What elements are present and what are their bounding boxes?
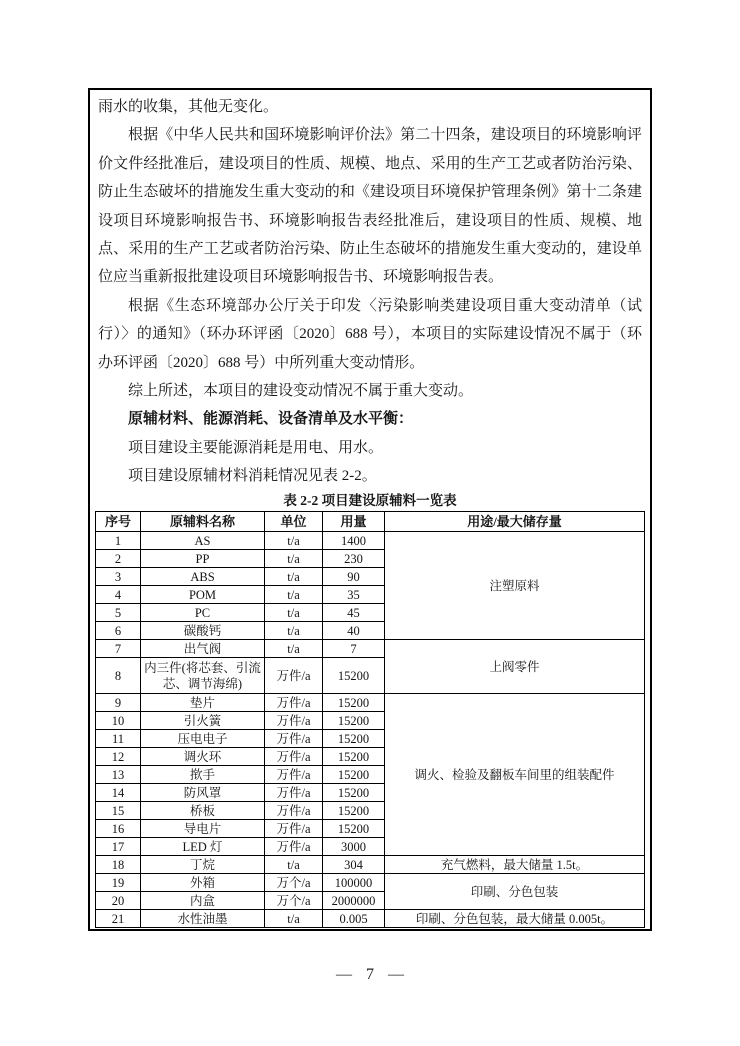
cell-amount: 304 — [323, 856, 385, 874]
table-row — [96, 640, 645, 658]
cell-material-name: 引火簧 — [141, 712, 265, 730]
cell-usage: 注塑原料 — [385, 532, 645, 640]
cell-usage: 印刷、分色包装，最大储量 0.005t。 — [385, 910, 645, 928]
cell-material-name: ABS — [141, 568, 265, 586]
text-line: 综上所述，本项目的建设变动情况不属于重大变动。 — [128, 382, 474, 399]
cell-unit: 万件/a — [265, 748, 323, 766]
materials-table-head-row — [96, 512, 645, 532]
column-header: 序号 — [96, 512, 141, 532]
text-line: 项目建设主要能源消耗是用电、用水。 — [128, 439, 384, 456]
cell-material-name: AS — [141, 532, 265, 550]
cell-unit: 万个/a — [265, 892, 323, 910]
cell-unit: t/a — [265, 856, 323, 874]
table-row — [96, 532, 645, 550]
text-line: 雨水的收集，其他无变化。 — [98, 99, 279, 115]
cell-unit: t/a — [265, 910, 323, 928]
text-line: 根据《生态环境部办公厅关于印发〈污染影响类建设项目重大变动清单（试 — [128, 297, 642, 314]
text-line: 设项目环境影响报告书、环境影响报告表经批准后，建设项目的性质、规模、地 — [98, 212, 642, 229]
cell-material-name: 内三件(将芯套、引流芯、调节海绵) — [141, 658, 265, 694]
cell-amount: 2000000 — [323, 892, 385, 910]
column-header: 单位 — [265, 512, 323, 532]
text-line: 原辅材料、能源消耗、设备清单及水平衡： — [128, 411, 414, 428]
cell-material-name: 揿手 — [141, 766, 265, 784]
text-line: 行）〉的通知》（环办环评函〔2020〕688 号），本项目的实际建设情况不属于（环 — [98, 326, 642, 343]
cell-serial: 13 — [96, 766, 141, 784]
cell-unit: 万件/a — [265, 838, 323, 856]
text-line: 办环评函〔2020〕688 号）中所列重大变动情形。 — [98, 354, 425, 371]
cell-unit: 万件/a — [265, 658, 323, 694]
cell-serial: 21 — [96, 910, 141, 928]
page-number: — 7 — — [336, 966, 404, 983]
materials-table-body — [96, 532, 645, 928]
cell-amount: 15200 — [323, 730, 385, 748]
cell-amount: 15200 — [323, 712, 385, 730]
cell-material-name: 水性油墨 — [141, 910, 265, 928]
column-header: 用量 — [323, 512, 385, 532]
table-row — [96, 874, 645, 892]
cell-unit: 万件/a — [265, 820, 323, 838]
cell-material-name: PC — [141, 604, 265, 622]
cell-material-name: 内盒 — [141, 892, 265, 910]
cell-amount: 35 — [323, 586, 385, 604]
page-border-frame — [88, 88, 652, 931]
cell-amount: 1400 — [323, 532, 385, 550]
cell-serial: 5 — [96, 604, 141, 622]
table-row — [96, 856, 645, 874]
cell-material-name: 导电片 — [141, 820, 265, 838]
cell-serial: 15 — [96, 802, 141, 820]
cell-usage: 调火、检验及翻板车间里的组装配件 — [385, 694, 645, 856]
cell-amount: 100000 — [323, 874, 385, 892]
cell-material-name: PP — [141, 550, 265, 568]
cell-material-name: 桥板 — [141, 802, 265, 820]
cell-material-name: 碳酸钙 — [141, 622, 265, 640]
cell-serial: 19 — [96, 874, 141, 892]
cell-material-name: 外箱 — [141, 874, 265, 892]
cell-unit: t/a — [265, 532, 323, 550]
cell-serial: 9 — [96, 694, 141, 712]
cell-serial: 17 — [96, 838, 141, 856]
text-line: 价文件经批准后，建设项目的性质、规模、地点、采用的生产工艺或者防治污染、 — [98, 155, 642, 172]
cell-serial: 6 — [96, 622, 141, 640]
cell-serial: 4 — [96, 586, 141, 604]
table-row — [96, 910, 645, 928]
cell-amount: 45 — [323, 604, 385, 622]
cell-serial: 10 — [96, 712, 141, 730]
text-line: 防止生态破坏的措施发生重大变动的和《建设项目环境保护管理条例》第十二条建 — [98, 184, 642, 201]
cell-material-name: 丁烷 — [141, 856, 265, 874]
cell-material-name: 防风罩 — [141, 784, 265, 802]
text-line: 项目建设原辅材料消耗情况见表 2-2。 — [128, 468, 377, 485]
cell-serial: 7 — [96, 640, 141, 658]
cell-amount: 7 — [323, 640, 385, 658]
cell-unit: t/a — [265, 640, 323, 658]
materials-table — [95, 511, 645, 928]
cell-serial: 14 — [96, 784, 141, 802]
cell-amount: 230 — [323, 550, 385, 568]
cell-material-name: 调火环 — [141, 748, 265, 766]
cell-serial: 18 — [96, 856, 141, 874]
cell-unit: t/a — [265, 604, 323, 622]
cell-amount: 15200 — [323, 748, 385, 766]
table-row — [96, 694, 645, 712]
cell-material-name: 垫片 — [141, 694, 265, 712]
cell-unit: 万件/a — [265, 730, 323, 748]
cell-material-name: POM — [141, 586, 265, 604]
cell-usage: 印刷、分色包装 — [385, 874, 645, 910]
cell-amount: 15200 — [323, 802, 385, 820]
cell-amount: 90 — [323, 568, 385, 586]
cell-unit: t/a — [265, 568, 323, 586]
cell-usage: 充气燃料，最大储量 1.5t。 — [385, 856, 645, 874]
cell-unit: t/a — [265, 622, 323, 640]
cell-serial: 3 — [96, 568, 141, 586]
column-header: 用途/最大储存量 — [385, 512, 645, 532]
cell-amount: 0.005 — [323, 910, 385, 928]
cell-serial: 1 — [96, 532, 141, 550]
cell-serial: 2 — [96, 550, 141, 568]
cell-serial: 12 — [96, 748, 141, 766]
cell-unit: 万件/a — [265, 766, 323, 784]
cell-serial: 11 — [96, 730, 141, 748]
cell-serial: 16 — [96, 820, 141, 838]
cell-material-name: 压电电子 — [141, 730, 265, 748]
cell-unit: t/a — [265, 586, 323, 604]
cell-amount: 3000 — [323, 838, 385, 856]
cell-unit: 万个/a — [265, 874, 323, 892]
cell-material-name: LED 灯 — [141, 838, 265, 856]
cell-amount: 15200 — [323, 766, 385, 784]
cell-material-name: 出气阀 — [141, 640, 265, 658]
text-line: 根据《中华人民共和国环境影响评价法》第二十四条，建设项目的环境影响评 — [128, 127, 642, 144]
cell-amount: 15200 — [323, 694, 385, 712]
cell-amount: 15200 — [323, 658, 385, 694]
cell-unit: 万件/a — [265, 694, 323, 712]
cell-amount: 15200 — [323, 820, 385, 838]
cell-unit: 万件/a — [265, 802, 323, 820]
table-title: 表 2-2 项目建设原辅料一览表 — [283, 493, 457, 509]
cell-amount: 40 — [323, 622, 385, 640]
cell-serial: 8 — [96, 658, 141, 694]
column-header: 原辅料名称 — [141, 512, 265, 532]
cell-serial: 20 — [96, 892, 141, 910]
cell-unit: 万件/a — [265, 712, 323, 730]
cell-amount: 15200 — [323, 784, 385, 802]
cell-unit: 万件/a — [265, 784, 323, 802]
text-line: 点、采用的生产工艺或者防治污染、防止生态破坏的措施发生重大变动的，建设单 — [98, 240, 642, 257]
body-text — [90, 90, 650, 490]
cell-unit: t/a — [265, 550, 323, 568]
text-line: 位应当重新报批建设项目环境影响报告书、环境影响报告表。 — [98, 269, 504, 286]
cell-usage: 上阀零件 — [385, 640, 645, 694]
